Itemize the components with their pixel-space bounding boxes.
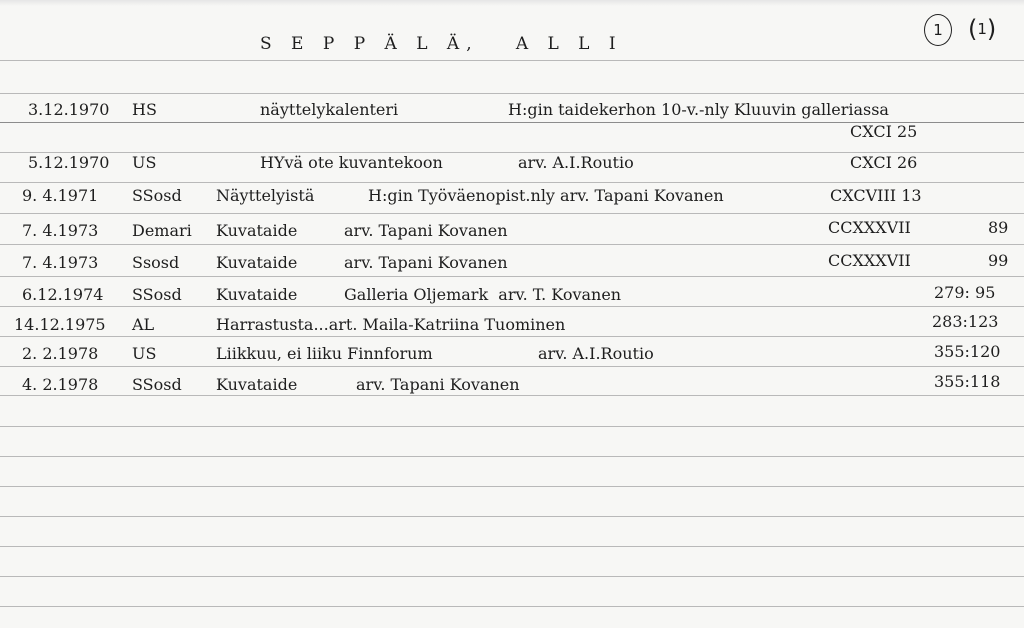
entry-description: Galleria Oljemark arv. T. Kovanen xyxy=(344,285,622,304)
parenthesized-number-mark: (1) xyxy=(968,15,997,43)
entry-title: Kuvataide xyxy=(216,221,298,240)
entry-description: H:gin Työväenopist.nly arv. Tapani Kovanen xyxy=(368,186,724,205)
rule-line xyxy=(0,576,1024,577)
rule-line xyxy=(0,182,1024,183)
entry-date: 9. 4.1971 xyxy=(22,186,99,205)
entry-source: AL xyxy=(132,315,155,334)
entry-source: US xyxy=(132,153,157,172)
parenthesized-number: 1 xyxy=(977,20,987,38)
entry-source: Demari xyxy=(132,221,192,240)
entry-source: HS xyxy=(132,100,157,119)
rule-line xyxy=(0,395,1024,396)
rule-line xyxy=(0,244,1024,245)
rule-line xyxy=(0,306,1024,307)
entry-description: arv. Tapani Kovanen xyxy=(344,221,508,240)
entry-date: 14.12.1975 xyxy=(14,315,106,334)
rule-line xyxy=(0,516,1024,517)
entry-description: arv. Tapani Kovanen xyxy=(356,375,520,394)
rule-line xyxy=(0,60,1024,61)
entry-source: SSosd xyxy=(132,285,182,304)
entry-title: HYvä ote kuvantekoon xyxy=(260,153,443,172)
entry-page: 355:120 xyxy=(934,342,1001,361)
entry-title: Kuvataide xyxy=(216,375,298,394)
entry-title: Harrastusta...art. Maila-Katriina Tuominen xyxy=(216,315,566,334)
entry-source: SSosd xyxy=(132,375,182,394)
rule-line xyxy=(0,546,1024,547)
entry-description: arv. A.I.Routio xyxy=(538,344,654,363)
entry-date: 5.12.1970 xyxy=(28,153,110,172)
entry-date: 6.12.1974 xyxy=(22,285,104,304)
entry-date: 7. 4.1973 xyxy=(22,253,99,272)
entry-description: arv. A.I.Routio xyxy=(518,153,634,172)
entry-reference: CCXXXVII xyxy=(828,251,911,270)
rule-line xyxy=(0,456,1024,457)
entry-description: H:gin taidekerhon 10-v.-nly Kluuvin galleriassa xyxy=(508,100,889,119)
rule-line xyxy=(0,213,1024,214)
entry-page: 355:118 xyxy=(934,372,1001,391)
rule-line xyxy=(0,93,1024,94)
entry-title: Näyttelyistä xyxy=(216,186,315,205)
circled-number-mark: 1 xyxy=(924,14,952,46)
card-edge xyxy=(0,0,1024,6)
entry-reference: CXCI 26 xyxy=(850,153,918,172)
entry-date: 7. 4.1973 xyxy=(22,221,99,240)
rule-line xyxy=(0,276,1024,277)
entry-date: 2. 2.1978 xyxy=(22,344,99,363)
rule-line xyxy=(0,486,1024,487)
entry-source: SSosd xyxy=(132,186,182,205)
entry-reference: CXCVIII 13 xyxy=(830,186,922,205)
entry-title: Liikkuu, ei liiku Finnforum xyxy=(216,344,433,363)
entry-page: 279: 95 xyxy=(934,283,996,302)
entry-title: näyttelykalenteri xyxy=(260,100,399,119)
entry-page: 99 xyxy=(988,251,1009,270)
entry-reference: CCXXXVII xyxy=(828,218,911,237)
entry-description: arv. Tapani Kovanen xyxy=(344,253,508,272)
entry-title: Kuvataide xyxy=(216,285,298,304)
rule-line xyxy=(0,606,1024,607)
entry-page: 89 xyxy=(988,218,1009,237)
rule-line xyxy=(0,336,1024,337)
entry-title: Kuvataide xyxy=(216,253,298,272)
entry-page: 283:123 xyxy=(932,312,999,331)
card-name-heading: S E P P Ä L Ä, A L L I xyxy=(260,34,623,54)
entry-date: 4. 2.1978 xyxy=(22,375,99,394)
entry-source: US xyxy=(132,344,157,363)
entry-reference: CXCI 25 xyxy=(850,122,918,141)
rule-line xyxy=(0,426,1024,427)
entry-date: 3.12.1970 xyxy=(28,100,110,119)
entry-source: Ssosd xyxy=(132,253,180,272)
rule-line xyxy=(0,366,1024,367)
